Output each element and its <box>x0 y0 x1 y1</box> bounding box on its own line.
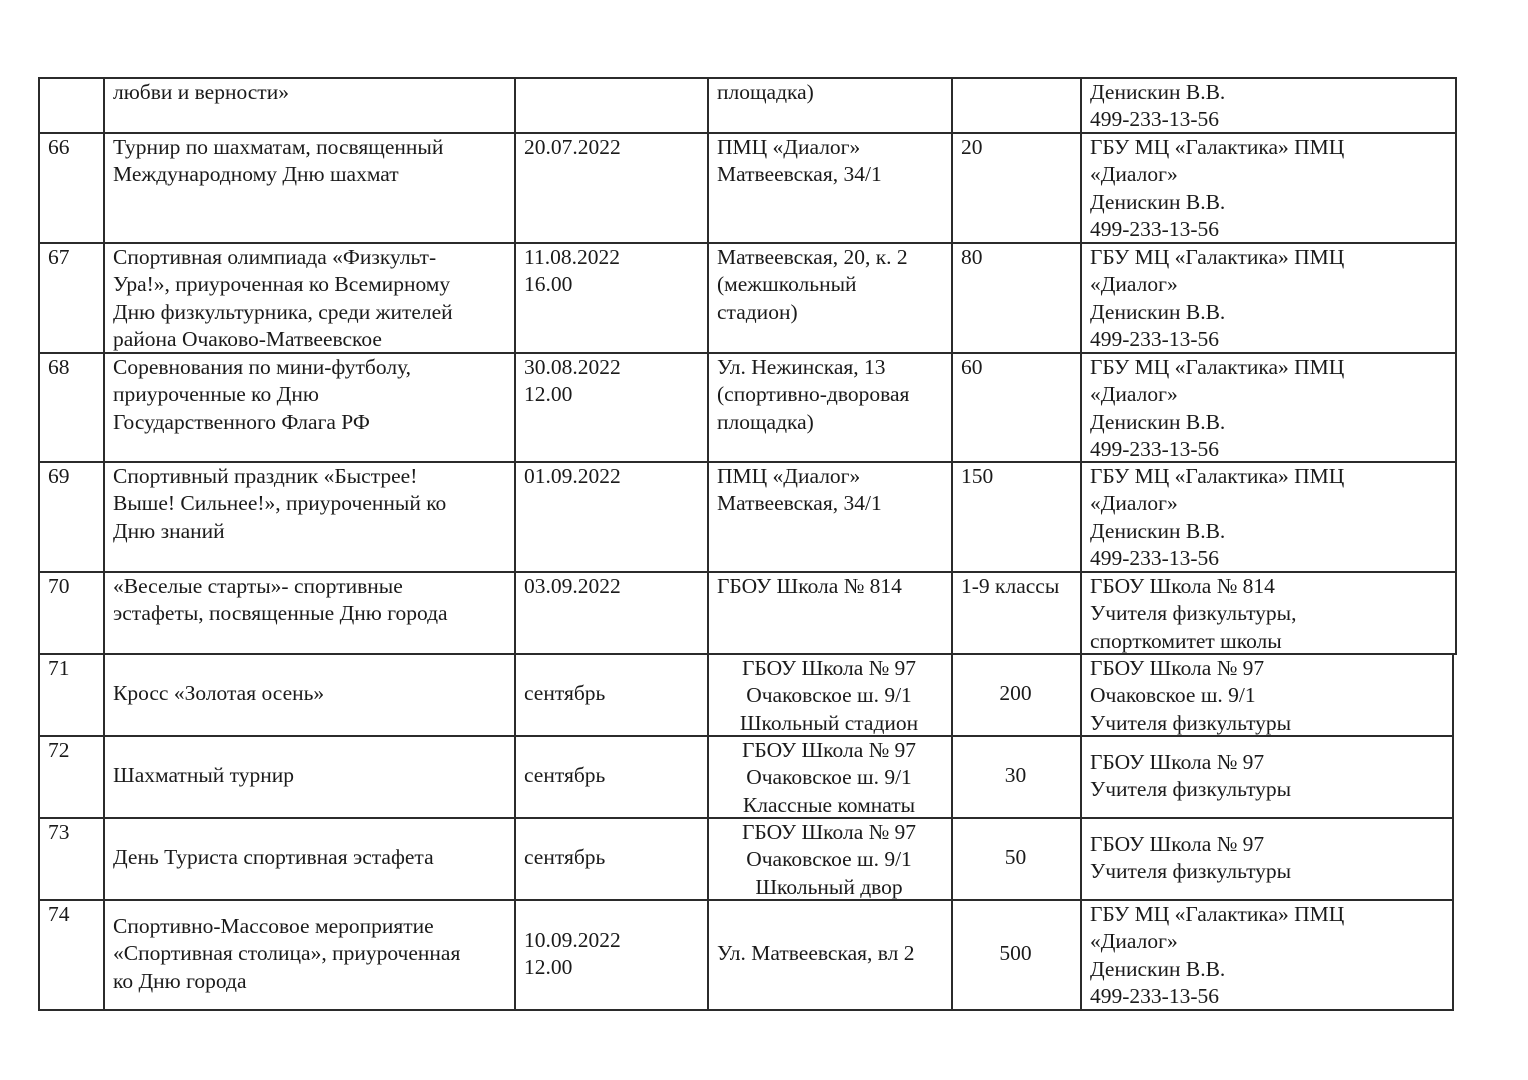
table-rule-v <box>103 461 105 573</box>
table-rule-v <box>1080 571 1082 655</box>
row-number-text: 72 <box>48 738 70 762</box>
event-date <box>524 736 703 816</box>
row-number <box>48 572 99 652</box>
organizer-line: «Диалог» <box>1090 382 1178 407</box>
event-title-line: Дню физкультурника, среди жителей <box>113 299 453 324</box>
organizer-line: Учителя физкультуры, <box>1090 601 1297 626</box>
event-place-line: (спортивно-дворовая <box>717 382 910 407</box>
table-rule-v <box>103 735 105 819</box>
table-rule-v <box>38 352 40 463</box>
event-place-line: Классные комнаты <box>742 792 916 817</box>
table-rule-v <box>514 132 516 244</box>
organizer-line: Денискин В.В. <box>1090 518 1226 543</box>
table-rule-v <box>103 352 105 463</box>
table-rule-v <box>514 653 516 737</box>
participants <box>953 818 1078 898</box>
event-title <box>113 736 510 816</box>
event-title-line: Спортивно-Массовое мероприятие <box>113 914 434 939</box>
event-place-line: Очаковское ш. 9/1 <box>746 847 912 872</box>
organizer-line: Денискин В.В. <box>1090 409 1226 434</box>
event-title-line: Государственного Флага РФ <box>113 409 370 434</box>
organizer-line: ГБУ МЦ «Галактика» ПМЦ <box>1090 355 1345 379</box>
row-number-text: 70 <box>48 574 70 598</box>
event-title-line: Шахматный турнир <box>113 763 295 788</box>
row-number <box>48 818 99 898</box>
event-date <box>524 572 703 652</box>
organizer <box>1090 736 1448 816</box>
event-title <box>113 78 510 131</box>
table-rule-v <box>38 461 40 573</box>
table-rule-v <box>1455 132 1457 244</box>
table-rule-v <box>1080 77 1082 134</box>
organizer-line: Очаковское ш. 9/1 <box>1090 683 1256 708</box>
participants <box>961 243 1076 351</box>
participants <box>961 78 1076 131</box>
organizer-line: «Диалог» <box>1090 491 1178 516</box>
event-title-line: приуроченные ко Дню <box>113 382 319 407</box>
table-rule-v <box>514 461 516 573</box>
event-title <box>113 572 510 652</box>
table-rule-v <box>1080 735 1082 819</box>
event-place-line: Очаковское ш. 9/1 <box>746 683 912 708</box>
event-title <box>113 818 510 898</box>
table-rule-v <box>951 77 953 134</box>
event-title <box>113 900 510 1008</box>
organizer-line: Денискин В.В. <box>1090 189 1226 214</box>
event-place-line: Ул. Нежинская, 13 <box>717 355 886 379</box>
event-title-line: ко Дню города <box>113 968 247 993</box>
event-date <box>524 900 703 1008</box>
row-number <box>48 900 99 1008</box>
event-title-line: Спортивный праздник «Быстрее! <box>113 464 418 488</box>
organizer-line: 499-233-13-56 <box>1090 216 1219 241</box>
table-rule-v <box>1452 817 1454 901</box>
row-number-text: 74 <box>48 902 70 926</box>
organizer-line: ГБУ МЦ «Галактика» ПМЦ <box>1090 245 1345 269</box>
event-date-line: 12.00 <box>524 955 573 979</box>
table-rule-v <box>38 653 40 737</box>
table-rule-v <box>514 77 516 134</box>
organizer <box>1090 462 1451 570</box>
event-date-line: 16.00 <box>524 272 573 297</box>
organizer-line: Учителя физкультуры <box>1090 859 1292 883</box>
event-title <box>113 133 510 241</box>
event-date-line: сентябрь <box>524 681 606 706</box>
event-date-line: 20.07.2022 <box>524 135 621 159</box>
event-place-line: площадка) <box>717 80 814 104</box>
table-rule-v <box>1455 461 1457 573</box>
table-rule-v <box>514 242 516 354</box>
organizer-line: ГБУ МЦ «Галактика» ПМЦ <box>1090 464 1345 488</box>
organizer-line: ГБУ МЦ «Галактика» ПМЦ <box>1090 135 1345 159</box>
event-date <box>524 133 703 241</box>
row-number-text: 66 <box>48 135 70 159</box>
organizer-line: «Диалог» <box>1090 162 1178 187</box>
row-number-text: 68 <box>48 355 70 379</box>
table-rule-v <box>707 77 709 134</box>
table-rule-v <box>1455 242 1457 354</box>
organizer-line: Учителя физкультуры <box>1090 777 1292 801</box>
participants <box>953 654 1078 734</box>
event-title-line: Кросс «Золотая осень» <box>113 681 325 706</box>
event-date <box>524 654 703 734</box>
table-rule-v <box>1452 899 1454 1011</box>
event-place <box>717 353 947 460</box>
event-date-line: 11.08.2022 <box>524 245 620 269</box>
table-rule-v <box>951 461 953 573</box>
event-title-line: Турнир по шахматам, посвященный <box>113 135 444 159</box>
table-rule-v <box>1452 653 1454 737</box>
event-title <box>113 353 510 460</box>
participants-text: 60 <box>961 355 983 379</box>
participants <box>961 353 1076 460</box>
event-date-line: 12.00 <box>524 382 573 407</box>
event-place-line: ПМЦ «Диалог» <box>717 464 861 488</box>
table-rule-v <box>38 735 40 819</box>
event-title-line: Спортивная олимпиада «Физкульт- <box>113 245 437 269</box>
event-place <box>717 243 947 351</box>
organizer-line: Денискин В.В. <box>1090 299 1226 324</box>
table-rule-v <box>1452 735 1454 819</box>
table-rule-v <box>707 571 709 655</box>
table-rule-v <box>1080 242 1082 354</box>
table-rule-v <box>38 899 40 1011</box>
event-title-line: День Туриста спортивная эстафета <box>113 845 434 870</box>
event-date-line: сентябрь <box>524 845 606 870</box>
table-rule-v <box>103 817 105 901</box>
organizer <box>1090 654 1448 734</box>
participants <box>961 133 1076 241</box>
organizer-line: Учителя физкультуры <box>1090 710 1292 735</box>
event-date-line: 30.08.2022 <box>524 355 621 379</box>
event-title-line: Ура!», приуроченная ко Всемирному <box>113 272 451 297</box>
event-place <box>717 572 947 652</box>
event-place-line: Ул. Матвеевская, вл 2 <box>717 941 915 966</box>
table-rule-v <box>951 571 953 655</box>
organizer-line: 499-233-13-56 <box>1090 545 1219 570</box>
event-place-line: Школьный стадион <box>739 710 919 735</box>
table-rule-v <box>951 132 953 244</box>
row-number <box>48 462 99 570</box>
participants <box>953 900 1078 1008</box>
table-rule-v <box>707 352 709 463</box>
event-title-line: Соревнования по мини-футболу, <box>113 355 412 379</box>
participants <box>961 572 1076 652</box>
event-date-line: сентябрь <box>524 763 606 788</box>
table-rule-v <box>1455 77 1457 134</box>
table-rule-v <box>38 242 40 354</box>
row-number-text: 69 <box>48 464 70 488</box>
event-place <box>717 78 947 131</box>
table-rule-v <box>951 242 953 354</box>
event-place-line: (межшкольный <box>717 272 857 297</box>
event-title-line: любви и верности» <box>113 80 289 104</box>
event-place-line: Матвеевская, 20, к. 2 <box>717 245 908 269</box>
event-place-line: ГБОУ Школа № 97 <box>741 656 917 680</box>
event-title-line: Международному Дню шахмат <box>113 162 399 187</box>
participants-text: 30 <box>1004 763 1027 788</box>
organizer-line: ГБОУ Школа № 814 <box>1090 574 1275 598</box>
row-number <box>48 654 99 734</box>
row-number <box>48 243 99 351</box>
organizer-line: Денискин В.В. <box>1090 80 1226 104</box>
organizer-line: Денискин В.В. <box>1090 956 1226 981</box>
organizer <box>1090 78 1451 131</box>
table-rule-v <box>1080 817 1082 901</box>
event-date <box>524 818 703 898</box>
table-rule-v <box>707 132 709 244</box>
table-rule-v <box>103 77 105 134</box>
organizer-line: «Диалог» <box>1090 929 1178 954</box>
table-rule-v <box>1080 132 1082 244</box>
table-rule-v <box>1080 899 1082 1011</box>
event-place <box>709 736 949 816</box>
row-number-text: 73 <box>48 820 70 844</box>
event-date <box>524 78 703 131</box>
table-rule-v <box>514 735 516 819</box>
organizer-line: ГБОУ Школа № 97 <box>1090 656 1265 680</box>
organizer-line: ГБОУ Школа № 97 <box>1090 749 1265 774</box>
table-rule-v <box>1080 653 1082 737</box>
event-place <box>709 654 949 734</box>
event-place-line: Матвеевская, 34/1 <box>717 491 882 516</box>
table-rule-v <box>1080 352 1082 463</box>
participants-text: 80 <box>961 245 983 269</box>
table-rule-v <box>38 571 40 655</box>
event-date-line: 10.09.2022 <box>524 927 621 952</box>
organizer-line: 499-233-13-56 <box>1090 107 1219 132</box>
participants-text: 150 <box>961 464 994 488</box>
event-place-line: площадка) <box>717 409 814 434</box>
table-rule-v <box>38 77 40 134</box>
participants-text: 20 <box>961 135 983 159</box>
event-place <box>709 818 949 898</box>
event-title <box>113 462 510 570</box>
event-place-line: стадион) <box>717 299 798 324</box>
table-rule-v <box>38 817 40 901</box>
row-number <box>48 78 99 131</box>
table-rule-v <box>707 899 709 1011</box>
event-date <box>524 243 703 351</box>
event-place-line: ГБОУ Школа № 97 <box>741 738 917 762</box>
participants-text: 1-9 классы <box>961 574 1060 598</box>
table-rule-v <box>707 242 709 354</box>
organizer <box>1090 353 1451 460</box>
table-rule-v <box>103 571 105 655</box>
event-date <box>524 353 703 460</box>
participants <box>961 462 1076 570</box>
table-rule-v <box>103 899 105 1011</box>
table-rule-v <box>1455 571 1457 655</box>
event-place-line: ГБОУ Школа № 97 <box>741 820 917 844</box>
event-date-line: 01.09.2022 <box>524 464 621 488</box>
event-place-line: Очаковское ш. 9/1 <box>746 765 912 790</box>
event-title-line: «Спортивная столица», приуроченная <box>113 941 461 966</box>
table-rule-v <box>514 571 516 655</box>
event-place <box>717 900 947 1008</box>
row-number-text: 71 <box>48 656 70 680</box>
event-title-line: «Веселые старты»- спортивные <box>113 574 403 598</box>
event-place-line: ПМЦ «Диалог» <box>717 135 861 159</box>
row-number <box>48 353 99 460</box>
event-title-line: эстафеты, посвященные Дню города <box>113 601 448 626</box>
participants-text: 200 <box>999 681 1032 706</box>
event-place-line: ГБОУ Школа № 814 <box>717 574 902 598</box>
event-title <box>113 654 510 734</box>
table-rule-v <box>707 461 709 573</box>
organizer <box>1090 818 1448 898</box>
organizer-line: спорткомитет школы <box>1090 628 1282 653</box>
table-rule-v <box>103 653 105 737</box>
row-number <box>48 133 99 241</box>
event-title <box>113 243 510 351</box>
organizer <box>1090 133 1451 241</box>
organizer <box>1090 900 1448 1008</box>
event-date <box>524 462 703 570</box>
organizer-line: ГБОУ Школа № 97 <box>1090 831 1265 856</box>
organizer <box>1090 572 1451 652</box>
event-place-line: Школьный двор <box>755 874 903 899</box>
table-rule-v <box>514 352 516 463</box>
participants-text: 50 <box>1004 845 1027 870</box>
organizer <box>1090 243 1451 351</box>
organizer-line: 499-233-13-56 <box>1090 326 1219 351</box>
participants-text: 500 <box>999 941 1032 966</box>
event-place <box>717 133 947 241</box>
table-rule-v <box>1080 461 1082 573</box>
organizer-line: 499-233-13-56 <box>1090 983 1219 1008</box>
event-place-line: Матвеевская, 34/1 <box>717 162 882 187</box>
table-rule-v <box>1455 352 1457 463</box>
participants <box>953 736 1078 816</box>
event-title-line: района Очаково-Матвеевское <box>113 326 382 351</box>
event-title-line: Выше! Сильнее!», приуроченный ко <box>113 491 447 516</box>
table-rule-v <box>951 352 953 463</box>
event-date-line: 03.09.2022 <box>524 574 621 598</box>
organizer-line: «Диалог» <box>1090 272 1178 297</box>
table-rule-v <box>38 132 40 244</box>
table-rule-v <box>514 899 516 1011</box>
row-number <box>48 736 99 816</box>
table-rule-v <box>103 132 105 244</box>
row-number-text: 67 <box>48 245 70 269</box>
event-place <box>717 462 947 570</box>
organizer-line: 499-233-13-56 <box>1090 436 1219 461</box>
table-rule-v <box>103 242 105 354</box>
table-rule-v <box>514 817 516 901</box>
event-title-line: Дню знаний <box>113 518 225 543</box>
organizer-line: ГБУ МЦ «Галактика» ПМЦ <box>1090 902 1345 926</box>
